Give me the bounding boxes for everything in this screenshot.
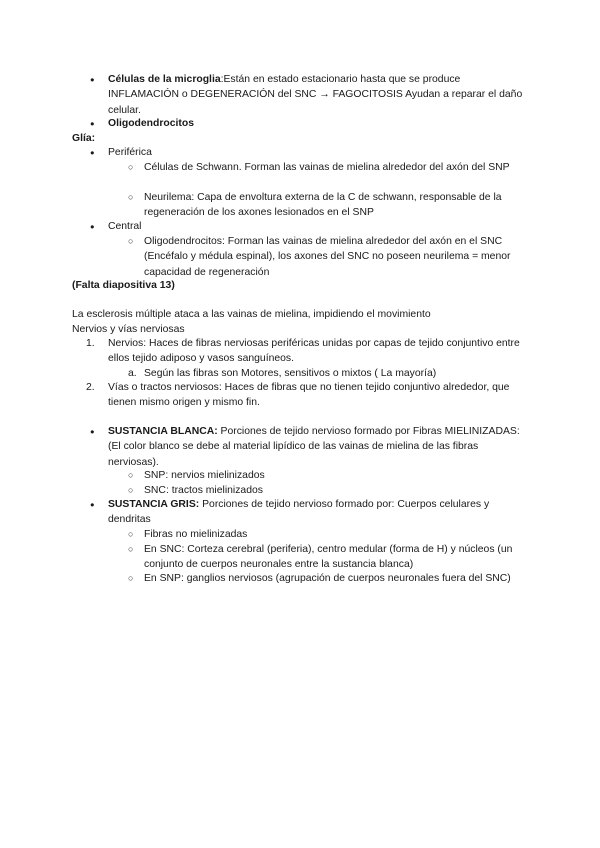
numbered-item: Vías o tractos nerviosos: Haces de fibras que no tienen tejido conjuntivo alrededor, que tienen mismo origen y mismo fin. <box>108 382 510 409</box>
bullet-dot-icon <box>90 219 102 234</box>
list-letter: a. <box>128 368 137 379</box>
blanca-subitem: SNP: nervios mielinizados <box>144 470 265 481</box>
bullet-circle-icon <box>128 190 140 205</box>
blanca-text: Porciones de tejido nervioso formado por Fibras MIELINIZADAS: (El color blanco se debe al material lipídico de las vainas de mielina de las fibras nerviosas). <box>108 426 520 468</box>
periferica-item: Neurilema: Capa de envoltura externa de la C de schwann, responsable de la regeneración de los axones lesionados en el SNP <box>144 192 502 219</box>
bullet-dot-icon <box>90 497 102 512</box>
list-number: 1. <box>86 338 95 349</box>
gris-subitem: En SNC: Corteza cerebral (periferia), centro medular (forma de H) y núcleos (un conjunto de cuerpos neuronales entre la sustancia blanca) <box>144 544 513 571</box>
blanca-item <box>108 424 528 470</box>
glia-heading: Glía: <box>72 133 96 144</box>
numbered-subitem: Según las fibras son Motores, sensitivos o mixtos ( La mayoría) <box>144 368 437 379</box>
list-number: 2. <box>86 382 95 393</box>
microglia-title: Células de la microglia <box>108 74 221 85</box>
bullet-dot-icon <box>90 116 102 131</box>
bullet-circle-icon <box>128 160 140 175</box>
bullet-circle-icon <box>128 571 140 586</box>
periferica-item: Células de Schwann. Forman las vainas de mielina alrededor del axón del SNP <box>144 162 510 173</box>
esclerosis-paragraph: La esclerosis múltiple ataca a las vainas de mielina, impidiendo el movimiento <box>72 309 431 320</box>
bullet-dot-icon <box>90 424 102 439</box>
blanca-subitem: SNC: tractos mielinizados <box>144 485 263 496</box>
oligo-heading: Oligodendrocitos <box>108 118 195 129</box>
bullet-dot-icon <box>90 72 102 87</box>
falta-note: (Falta diapositiva 13) <box>72 280 175 291</box>
bullet-dot-icon <box>90 145 102 160</box>
numbered-item: Nervios: Haces de fibras nerviosas periféricas unidas por capas de tejido conjuntivo entre ellos tejido adiposo y vasos sanguíneos. <box>108 338 520 365</box>
microglia-text: :Están en estado estacionario hasta que se produce INFLAMACIÓN o DEGENERACIÓN del SNC → FAGOCITOSIS Ayudan a reparar el daño celular. <box>108 74 523 116</box>
microglia-item <box>108 72 528 118</box>
bullet-circle-icon <box>128 542 140 557</box>
central-item: Oligodendrocitos: Forman las vainas de mielina alrededor del axón en el SNC (Encéfalo y médula espinal), los axones del SNC no poseen neurilema = menor capacidad de regeneración <box>144 236 511 278</box>
bullet-circle-icon <box>128 234 140 249</box>
bullet-circle-icon <box>128 468 140 483</box>
blanca-title: SUSTANCIA BLANCA: <box>108 426 218 437</box>
gris-item <box>108 497 528 528</box>
gris-title: SUSTANCIA GRIS: <box>108 499 200 510</box>
bullet-circle-icon <box>128 527 140 542</box>
central-label: Central <box>108 221 142 232</box>
gris-subitem: Fibras no mielinizadas <box>144 529 248 540</box>
nervios-heading: Nervios y vías nerviosas <box>72 324 185 335</box>
periferica-label: Periférica <box>108 147 152 158</box>
gris-subitem: En SNP: ganglios nerviosos (agrupación de cuerpos neuronales fuera del SNC) <box>144 573 511 584</box>
gris-text: Porciones de tejido nervioso formado por: Cuerpos celulares y dendritas <box>108 499 490 526</box>
